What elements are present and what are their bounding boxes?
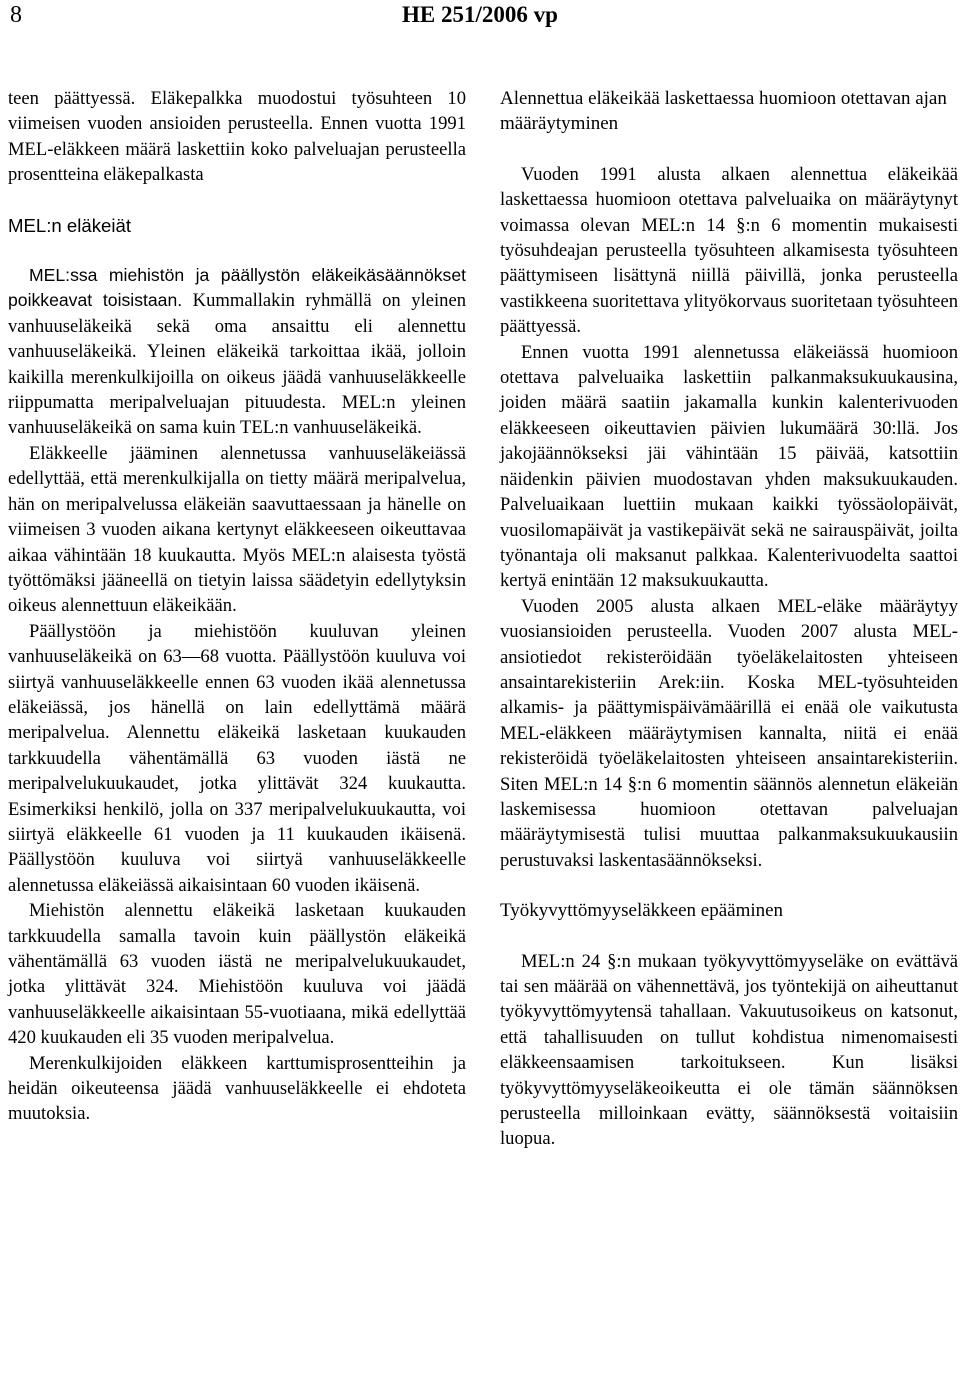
section-heading: MEL:n eläkeiät: [8, 214, 131, 236]
paragraph: Miehistön alennettu eläkeikä lasketaan kuukauden tarkkuudella samalla tavoin kuin päällystön eläkeikä vähentämällä 63 vuoden iästä ne meripalvelukuukaudet, jotka ylittävät 324. Miehistöön kuuluva voi jäädä vanhuuseläkkeelle aikaisintaan 55-vuotiaana, mikä edellyttää 420 kuukauden eli 35 vuoden meripalvelua.: [8, 900, 466, 1049]
sans-text: MEL:ssa miehistön ja päällystön eläkeikäsäännökset poikkeavat toisistaan.: [8, 265, 466, 311]
section-heading: Työkyvyttömyyseläkkeen epääminen: [500, 900, 784, 922]
paragraph: Ennen vuotta 1991 alennetussa eläkeiässä huomioon otettava palveluaika laskettiin palkanmaksukuukausina, joiden määrä saatiin jakamalla kunkin kalenterivuoden eläkkeeseen oikeuttavien päivien lukumäärä 30:llä. Jos jakojäännökseksi jäi vähintään 15 päivää, katsottiin näidenkin päivien muodostavan yhden maksukuukauden. Palveluaikaan luettiin mukaan kaikki työssäolopäivät, vuosilomapäivät ja vastikepäivät sekä ne sairauspäivät, joilta työnantaja oli maksanut palkkaa. Kalenterivuodelta saattoi kertyä enintään 12 maksukuukautta.: [500, 341, 958, 592]
paragraph: Vuoden 2005 alusta alkaen MEL-eläke määräytyy vuosiansioiden perusteella. Vuoden 2007 alusta MEL-ansiotiedot rekisteröidään työeläkelaitosten yhteiseen ansaintarekisteriin Arek:iin. Koska MEL-työsuhteiden alkamis- ja päättymispäivämäärillä ei enää ole vaikutusta MEL-eläkkeen määräytymisen kannalta, niitä ei enää rekisteröidä työeläkelaitosten yhteiseen ansaintarekisteriin. Siten MEL:n 14 §:n 6 momentin säännös alennetun eläkeiän laskemisessa huomioon otettavan palveluajan määräytymisestä tulisi muuttaa palkanmaksukuukausiin perustuvaksi laskentasäännökseksi.: [500, 595, 958, 871]
page-header: [0, 0, 960, 36]
paragraph-text: Kummallakin ryhmällä on yleinen vanhuuseläkeikä sekä oma ansaittu eli alennettu vanhuuseläkeikä. Yleinen eläkeikä tarkoittaa ikää, jolloin kaikilla merenkulkijoilla on oikeus jäädä vanhuuseläkkeelle riippumatta meripalveluajan pituudesta. MEL:n yleinen vanhuuseläkeikä on sama kuin TEL:n vanhuuseläkeikä.: [8, 290, 466, 439]
page-number: 8: [10, 2, 22, 28]
document-id: HE 251/2006 vp: [402, 2, 558, 27]
section-heading: Alennettua eläkeikää laskettaessa huomioon otettavan ajan määräytyminen: [500, 88, 947, 135]
right-column: [500, 86, 958, 1152]
paragraph: MEL:n 24 §:n mukaan työkyvyttömyyseläke on evättävä tai sen määrää on vähennettävä, jos työntekijä on aiheuttanut työkyvyttömyytensä tahallaan. Vakuutusoikeus on katsonut, että tahallisuuden on tullut kohdistua nimenomaisesti eläkkeensaamisen tarkoitukseen. Kun lisäksi työkyvyttömyyseläkeoikeutta ei ole tämän säännöksen perusteella milloinkaan evätty, säännöksestä voitaisiin luopua.: [500, 950, 958, 1150]
paragraph: Päällystöön ja miehistöön kuuluvan yleinen vanhuuseläkeikä on 63—68 vuotta. Päällystöön kuuluva voi siirtyä vanhuuseläkkeelle ennen 63 vuoden ikää alennetussa eläkeiässä, jos hänellä on lain edellyttämä määrä meripalvelua. Alennettu eläkeikä lasketaan kuukauden tarkkuudella vähentämällä 63 vuoden iästä ne meripalvelukuukaudet, jotka ylittävät 324 kuukautta. Esimerkiksi henkilö, jolla on 337 meripalvelukuukautta, voi siirtyä eläkkeelle 61 vuoden ja 11 kuukauden ikäisenä. Päällystöön kuuluva voi siirtyä vanhuuseläkkeelle alennetussa eläkeiässä aikaisintaan 60 vuoden ikäisenä.: [8, 620, 466, 896]
paragraph: Merenkulkijoiden eläkkeen karttumisprosentteihin ja heidän oikeuteensa jäädä vanhuuseläkkeelle ei ehdoteta muutoksia.: [8, 1052, 466, 1125]
paragraph: Eläkkeelle jääminen alennetussa vanhuuseläkeiässä edellyttää, että merenkulkijalla on tietty määrä meripalvelua, hän on meripalvelussa eläkeiän saavuttaessaan ja hänelle on viimeisen 3 vuoden aikana kertynyt eläkkeeseen oikeuttavaa aikaa vähintään 18 kuukautta. Myös MEL:n alaisesta työstä työttömäksi jääneellä on tietyin laissa säädetyin edellytyksin oikeus alennettuun eläkeikään.: [8, 442, 466, 617]
left-column: [8, 86, 466, 1127]
paragraph: Vuoden 1991 alusta alkaen alennettua eläkeikää laskettaessa huomioon otettava palveluaika on määräytynyt voimassa olevan MEL:n 14 §:n 6 momentin mukaisesti työsuhdeajan perusteella työsuhteen alkamisesta työsuhteen päättymiseen lisättynä niillä päivillä, jonka perusteella vastikkeena suoritettava ylityökorvaus suoritetaan työsuhteen päättyessä.: [500, 163, 958, 338]
paragraph: [8, 263, 466, 441]
paragraph: teen päättyessä. Eläkepalkka muodostui työsuhteen 10 viimeisen vuoden ansioiden perusteella. Ennen vuotta 1991 MEL-eläkkeen määrä laskettiin koko palveluajan perusteella prosentteina eläkepalkasta: [8, 88, 466, 186]
